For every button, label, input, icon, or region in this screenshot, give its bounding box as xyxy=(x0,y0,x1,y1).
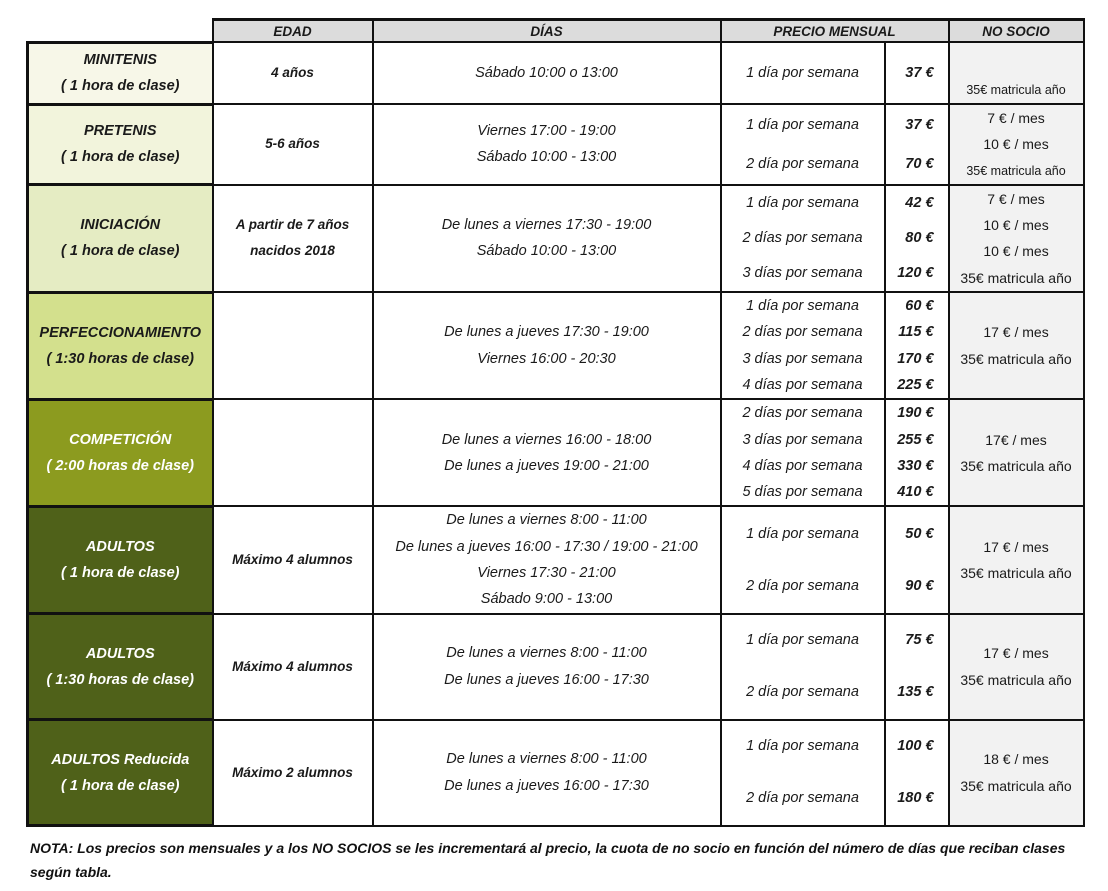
edad-cell xyxy=(213,506,373,613)
dias-line: Sábado 10:00 o 13:00 xyxy=(475,64,618,81)
nosocio-line: 35€ matricula año xyxy=(966,163,1066,178)
plan-line: 1 día por semana xyxy=(746,525,859,542)
category-cell xyxy=(28,399,213,506)
nosocio-line: 7 € / mes xyxy=(987,190,1045,207)
plan-line: 4 días por semana xyxy=(742,457,863,474)
price-line-stack xyxy=(886,507,934,612)
nosocio-line: 17 € / mes xyxy=(983,645,1049,662)
nosocio-cell xyxy=(949,506,1084,613)
dias-line: De lunes a viernes 16:00 - 18:00 xyxy=(441,431,652,448)
dias-line: De lunes a jueves 19:00 - 21:00 xyxy=(444,457,649,474)
plan-line: 2 días por semana xyxy=(742,230,863,247)
dias-list xyxy=(374,640,720,693)
plan-line: 1 día por semana xyxy=(746,632,859,649)
nosocio-stack xyxy=(950,186,1083,291)
category-cell xyxy=(28,42,213,104)
footnote: NOTA: Los precios son mensuales y a los NO SOCIOS se les incrementará al precio, la cuota de no socio en función del número de días que reciban clases según tabla. xyxy=(30,840,1066,880)
dias-list xyxy=(374,746,720,799)
table-row xyxy=(28,614,1084,720)
price-cell xyxy=(885,720,949,826)
price-line: 120 € xyxy=(897,265,934,282)
dias-cell xyxy=(373,104,721,185)
price-line: 50 € xyxy=(905,525,934,542)
price-line: 410 € xyxy=(897,484,934,501)
price-line: 37 € xyxy=(905,64,934,81)
category-duration: ( 1 hora de clase) xyxy=(61,777,180,794)
dias-list xyxy=(374,118,720,171)
nosocio-line: 35€ matricula año xyxy=(960,777,1072,794)
edad-text: Máximo 4 alumnos xyxy=(232,658,353,674)
table-row xyxy=(28,506,1084,613)
nosocio-line: 35€ matricula año xyxy=(966,82,1066,97)
category-name: COMPETICIÓN xyxy=(69,431,172,448)
nosocio-line: 18 € / mes xyxy=(983,751,1049,768)
nosocio-line: 17 € / mes xyxy=(983,324,1049,341)
edad-cell xyxy=(213,720,373,826)
dias-line: Viernes 17:30 - 21:00 xyxy=(477,565,616,582)
nosocio-line: 7 € / mes xyxy=(987,110,1045,126)
nosocio-stack xyxy=(950,293,1083,398)
price-line-stack xyxy=(886,615,934,719)
nosocio-line: 35€ matricula año xyxy=(960,457,1072,474)
dias-line: De lunes a jueves 16:00 - 17:30 / 19:00 - 21:00 xyxy=(395,538,698,555)
table-row xyxy=(28,42,1084,104)
nosocio-line: 10 € / mes xyxy=(983,243,1049,260)
dias-line: De lunes a viernes 8:00 - 11:00 xyxy=(446,512,647,529)
category-cell xyxy=(28,104,213,185)
price-line: 115 € xyxy=(898,324,934,341)
price-line: 90 € xyxy=(905,578,934,595)
dias-line: De lunes a jueves 16:00 - 17:30 xyxy=(444,777,649,794)
nosocio-line: 35€ matricula año xyxy=(960,350,1072,367)
edad-cell xyxy=(213,185,373,292)
price-cell xyxy=(885,399,949,506)
nosocio-stack xyxy=(950,507,1083,612)
price-line-stack xyxy=(886,400,934,505)
nosocio-cell xyxy=(949,104,1084,185)
category-cell xyxy=(28,614,213,720)
plan-cell xyxy=(721,292,885,399)
nosocio-stack xyxy=(950,43,1083,103)
plan-line: 2 día por semana xyxy=(746,684,859,701)
price-table xyxy=(26,18,1085,827)
category-duration: ( 1:30 horas de clase) xyxy=(46,350,194,367)
table-row xyxy=(28,185,1084,292)
price-line: 255 € xyxy=(897,431,934,448)
dias-line: Sábado 10:00 - 13:00 xyxy=(476,243,617,260)
price-cell xyxy=(885,292,949,399)
plan-cell xyxy=(721,399,885,506)
price-line-stack xyxy=(886,293,934,398)
nosocio-line: 35€ matricula año xyxy=(960,269,1072,286)
dias-line: Sábado 10:00 - 13:00 xyxy=(476,149,617,166)
dias-list xyxy=(374,212,720,265)
header-nosocio: NO SOCIO xyxy=(949,20,1084,43)
header-blank xyxy=(28,20,213,43)
dias-cell xyxy=(373,720,721,826)
dias-line: De lunes a jueves 16:00 - 17:30 xyxy=(444,671,649,688)
plan-line-stack xyxy=(722,721,884,825)
plan-line: 2 días por semana xyxy=(742,405,863,422)
table-row xyxy=(28,720,1084,826)
price-line: 170 € xyxy=(897,350,934,367)
plan-line-stack xyxy=(722,43,884,103)
category-name: PERFECCIONAMIENTO xyxy=(39,324,202,341)
price-line: 75 € xyxy=(905,632,934,649)
header-dias: DÍAS xyxy=(373,20,721,43)
nosocio-line: 17 € / mes xyxy=(983,538,1049,555)
nosocio-stack xyxy=(950,400,1083,505)
category-duration: ( 1 hora de clase) xyxy=(61,243,180,260)
edad-text: A partir de 7 años xyxy=(235,217,350,233)
category-duration: ( 2:00 horas de clase) xyxy=(46,457,194,474)
dias-cell xyxy=(373,185,721,292)
category-name: INICIACIÓN xyxy=(80,217,161,234)
dias-line: Sábado 9:00 - 13:00 xyxy=(480,591,613,608)
dias-line: De lunes a viernes 17:30 - 19:00 xyxy=(441,217,652,234)
category-duration: ( 1:30 horas de clase) xyxy=(46,671,194,688)
price-line-stack xyxy=(886,186,934,291)
dias-cell xyxy=(373,292,721,399)
edad-cell xyxy=(213,104,373,185)
nosocio-cell xyxy=(949,614,1084,720)
dias-list xyxy=(374,319,720,372)
dias-line: De lunes a jueves 17:30 - 19:00 xyxy=(444,324,649,341)
dias-cell xyxy=(373,399,721,506)
plan-cell xyxy=(721,506,885,613)
edad-text: 4 años xyxy=(271,65,314,80)
price-line: 225 € xyxy=(897,376,934,393)
header-row xyxy=(28,20,1084,43)
plan-cell xyxy=(721,104,885,185)
price-cell xyxy=(885,506,949,613)
edad-cell xyxy=(213,399,373,506)
nosocio-stack xyxy=(950,721,1083,825)
price-cell xyxy=(885,104,949,185)
dias-list xyxy=(374,427,720,480)
price-line: 60 € xyxy=(905,298,934,315)
nosocio-cell xyxy=(949,720,1084,826)
price-line: 80 € xyxy=(905,230,934,247)
price-line-stack xyxy=(886,721,934,825)
plan-line-stack xyxy=(722,186,884,291)
nosocio-line: 10 € / mes xyxy=(983,217,1049,234)
plan-line: 2 días por semana xyxy=(742,324,863,341)
plan-line-stack xyxy=(722,615,884,719)
table-row xyxy=(28,399,1084,506)
dias-cell xyxy=(373,506,721,613)
edad-text: nacidos 2018 xyxy=(250,243,335,259)
category-name: ADULTOS xyxy=(85,645,155,662)
category-cell xyxy=(28,720,213,826)
nosocio-line: 10 € / mes xyxy=(983,136,1049,153)
dias-line: De lunes a viernes 8:00 - 11:00 xyxy=(446,751,647,768)
plan-cell xyxy=(721,720,885,826)
nosocio-line: 35€ matricula año xyxy=(960,671,1072,688)
plan-line-stack xyxy=(722,400,884,505)
plan-line: 3 días por semana xyxy=(742,265,863,282)
dias-list xyxy=(374,60,720,86)
plan-line: 1 día por semana xyxy=(746,195,859,212)
plan-cell xyxy=(721,614,885,720)
plan-line: 5 días por semana xyxy=(742,484,863,501)
plan-line: 2 día por semana xyxy=(746,156,859,172)
price-cell xyxy=(885,614,949,720)
nosocio-cell xyxy=(949,185,1084,292)
table-row xyxy=(28,104,1084,185)
price-line-stack xyxy=(886,43,934,103)
price-cell xyxy=(885,42,949,104)
edad-text: Máximo 2 alumnos xyxy=(232,764,353,780)
table-row xyxy=(28,292,1084,399)
dias-cell xyxy=(373,42,721,104)
plan-line: 4 días por semana xyxy=(742,376,863,393)
category-name: ADULTOS Reducida xyxy=(51,751,190,768)
plan-line: 3 días por semana xyxy=(742,431,863,448)
plan-line-stack xyxy=(722,507,884,612)
dias-line: De lunes a viernes 8:00 - 11:00 xyxy=(446,645,647,662)
price-cell xyxy=(885,185,949,292)
category-cell xyxy=(28,185,213,292)
category-duration: ( 1 hora de clase) xyxy=(61,78,180,94)
price-line: 42 € xyxy=(905,195,934,212)
header-precio: PRECIO MENSUAL xyxy=(721,20,949,43)
nosocio-line: 17€ / mes xyxy=(985,431,1047,448)
edad-cell xyxy=(213,292,373,399)
price-line: 37 € xyxy=(905,116,934,133)
plan-line: 2 día por semana xyxy=(746,790,859,807)
plan-cell xyxy=(721,42,885,104)
edad-cell xyxy=(213,42,373,104)
nosocio-cell xyxy=(949,42,1084,104)
nosocio-cell xyxy=(949,399,1084,506)
plan-line: 3 días por semana xyxy=(742,350,863,367)
price-line-stack xyxy=(886,105,934,184)
plan-line-stack xyxy=(722,293,884,398)
price-line: 330 € xyxy=(897,457,934,474)
category-cell xyxy=(28,292,213,399)
edad-cell xyxy=(213,614,373,720)
category-name: ADULTOS xyxy=(85,539,155,556)
category-name: MINITENIS xyxy=(83,52,157,68)
price-line: 70 € xyxy=(905,156,934,172)
category-duration: ( 1 hora de clase) xyxy=(61,565,180,582)
nosocio-stack xyxy=(950,105,1083,184)
dias-list xyxy=(374,507,720,612)
plan-cell xyxy=(721,185,885,292)
plan-line-stack xyxy=(722,105,884,184)
dias-cell xyxy=(373,614,721,720)
plan-line: 1 día por semana xyxy=(746,116,859,133)
plan-line: 1 día por semana xyxy=(746,64,859,81)
category-name: PRETENIS xyxy=(83,123,157,140)
price-line: 100 € xyxy=(897,738,934,755)
plan-line: 1 día por semana xyxy=(746,738,859,755)
price-line: 135 € xyxy=(897,684,934,701)
price-line: 180 € xyxy=(897,790,934,807)
edad-text: 5-6 años xyxy=(265,136,320,152)
category-cell xyxy=(28,506,213,613)
nosocio-line: 35€ matricula año xyxy=(960,565,1072,582)
category-duration: ( 1 hora de clase) xyxy=(61,149,180,166)
edad-text: Máximo 4 alumnos xyxy=(232,552,353,568)
dias-line: Viernes 16:00 - 20:30 xyxy=(477,350,616,367)
nosocio-stack xyxy=(950,615,1083,719)
nosocio-cell xyxy=(949,292,1084,399)
dias-line: Viernes 17:00 - 19:00 xyxy=(477,123,616,140)
plan-line: 2 día por semana xyxy=(746,578,859,595)
price-line: 190 € xyxy=(897,405,934,422)
header-edad: EDAD xyxy=(213,20,373,43)
plan-line: 1 día por semana xyxy=(746,298,859,315)
